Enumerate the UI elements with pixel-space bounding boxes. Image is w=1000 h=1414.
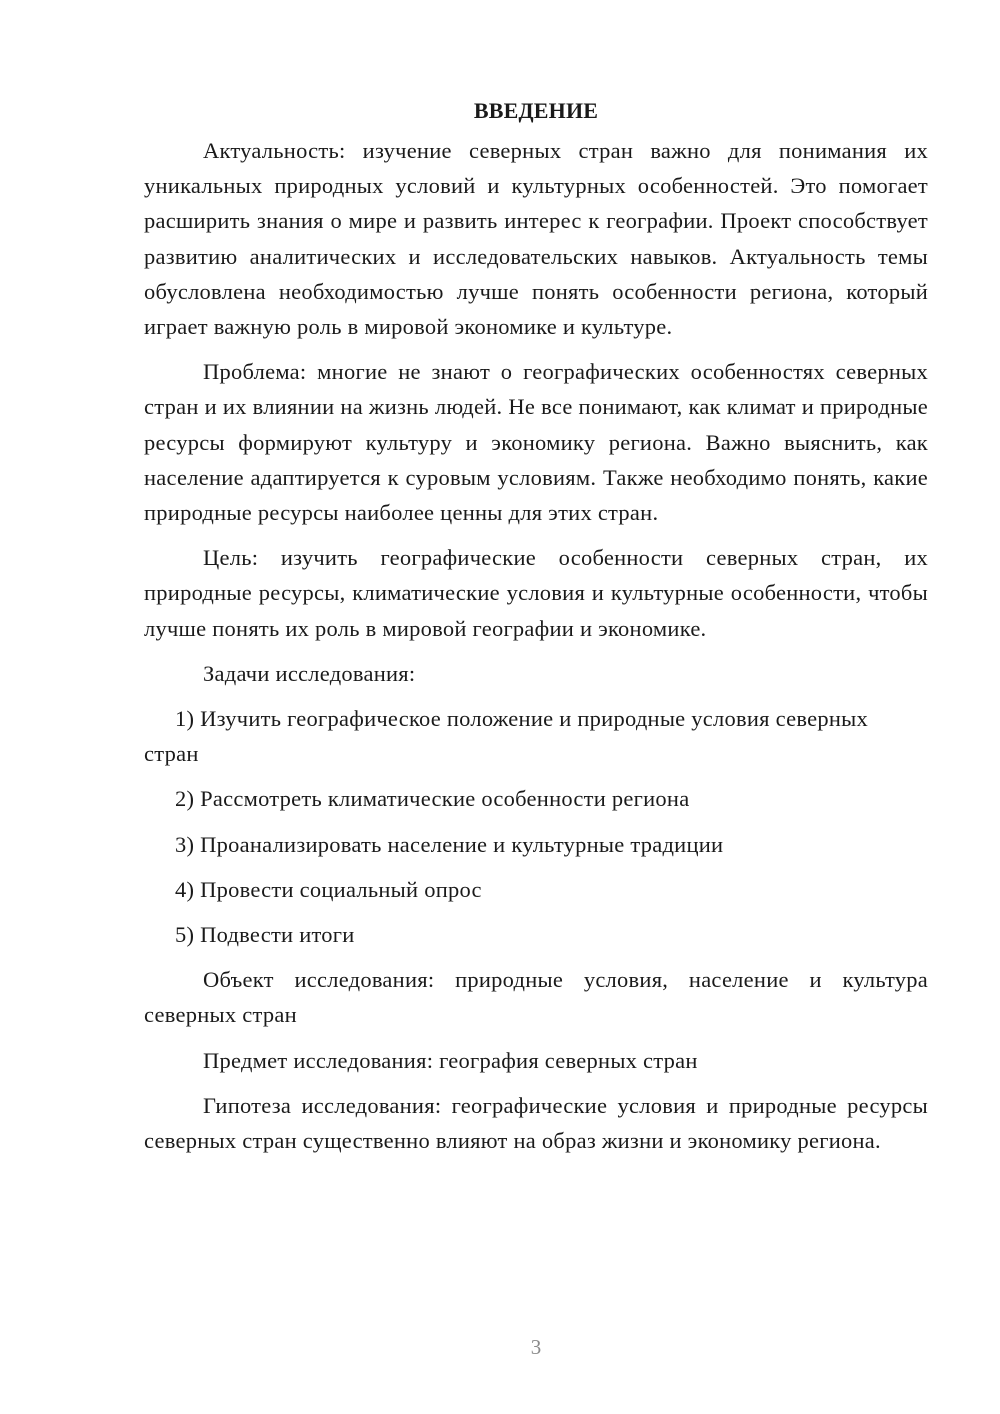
task-item: 5) Подвести итоги <box>175 922 355 948</box>
task-item: 2) Рассмотреть климатические особенности региона <box>175 786 690 812</box>
tasks-heading: Задачи исследования: <box>203 660 416 686</box>
page-number: 3 <box>530 1335 542 1359</box>
paragraph-relevance: Актуальность: изучение северных стран важно для понимания их уникальных природных условий и культурных особенностей. Это помогает расширить знания о мире и развить интерес к географии. Проект способствует развитию аналитических и исследовательских навыков. Актуальность темы обусловлена необходимостью лучше понять особенности региона, который играет важную роль в мировой экономике и культуре. <box>144 138 928 340</box>
paragraph-goal: Цель: изучить географические особенности северных стран, их природные ресурсы, климатические условия и культурные особенности, чтобы лучше понять их роль в мировой географии и экономике. <box>144 545 928 641</box>
paragraph-object: Объект исследования: природные условия, население и культура северных стран <box>144 967 928 1028</box>
page-title: ВВЕДЕНИЕ <box>473 98 599 123</box>
tasks-list <box>144 701 928 952</box>
task-item: 1) Изучить географическое положение и природные условия северных стран <box>144 706 869 767</box>
paragraph-subject: Предмет исследования: география северных стран <box>203 1047 698 1073</box>
task-item: 3) Проанализировать население и культурные традиции <box>175 831 724 857</box>
page-content <box>144 96 928 1158</box>
paragraph-hypothesis: Гипотеза исследования: географические условия и природные ресурсы северных стран существенно влияют на образ жизни и экономику региона. <box>144 1092 928 1154</box>
task-item: 4) Провести социальный опрос <box>175 876 482 902</box>
paragraph-problem: Проблема: многие не знают о географических особенностях северных стран и их влиянии на жизнь людей. Не все понимают, как климат и природные ресурсы формируют культуру и экономику региона. Важно выяснить, как население адаптируется к суровым условиям. Также необходимо понять, какие природные ресурсы наиболее ценны для этих стран. <box>144 359 928 526</box>
